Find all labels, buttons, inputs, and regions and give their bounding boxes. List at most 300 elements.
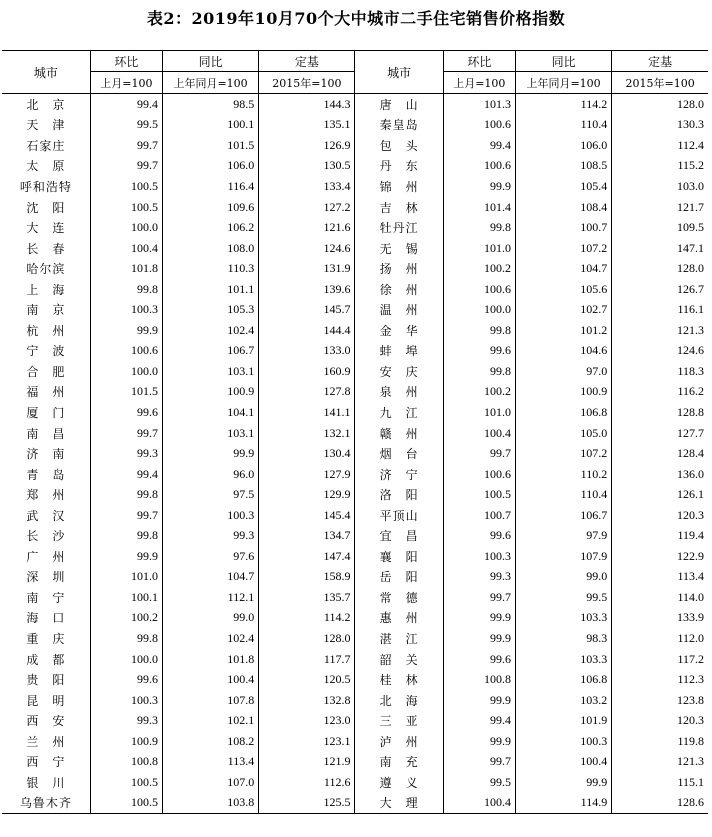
left-yoy-cell: 100.4 [162, 669, 258, 690]
left-mom-cell: 101.8 [90, 258, 162, 279]
left-city-cell: 合 肥 [26, 364, 66, 379]
table-row [2, 156, 708, 177]
right-mom-cell: 99.9 [443, 176, 515, 197]
table-row [2, 299, 708, 320]
right-yoy-cell: 110.4 [515, 484, 611, 505]
right-city-cell: 赣 州 [355, 423, 443, 444]
table-row [2, 176, 708, 197]
right-mom-cell: 100.7 [443, 505, 515, 526]
left-mom-cell: 101.5 [90, 382, 162, 403]
right-mom-cell: 99.4 [443, 135, 515, 156]
right-mom-cell: 100.3 [443, 546, 515, 567]
left-yoy-cell: 106.7 [162, 341, 258, 362]
right-base-cell: 109.5 [612, 217, 708, 238]
right-base-cell: 127.7 [612, 423, 708, 444]
right-base-cell: 126.1 [612, 484, 708, 505]
right-mom-cell: 99.9 [443, 628, 515, 649]
right-yoy-cell: 100.4 [515, 752, 611, 773]
right-yoy-cell: 110.4 [515, 115, 611, 136]
header-city-right: 城市 [355, 51, 443, 94]
right-yoy-cell: 100.9 [515, 382, 611, 403]
header-yoy-sub-right: 上年同月=100 [515, 72, 611, 94]
left-city-cell: 西 宁 [26, 755, 66, 770]
left-base-cell: 127.8 [259, 382, 355, 403]
right-yoy-cell: 98.3 [515, 628, 611, 649]
left-mom-cell: 100.5 [90, 772, 162, 793]
right-yoy-cell: 103.3 [515, 649, 611, 670]
left-city-cell: 兰 州 [26, 734, 66, 749]
left-base-cell: 112.6 [259, 772, 355, 793]
left-base-cell: 147.4 [259, 546, 355, 567]
right-base-cell: 119.8 [612, 731, 708, 752]
table-row [2, 94, 708, 115]
left-base-cell: 123.0 [259, 710, 355, 731]
left-mom-cell: 99.8 [90, 484, 162, 505]
right-base-cell: 126.7 [612, 279, 708, 300]
left-yoy-cell: 106.2 [162, 217, 258, 238]
left-base-cell: 127.2 [259, 197, 355, 218]
right-mom-cell: 99.9 [443, 608, 515, 629]
right-yoy-cell: 100.7 [515, 217, 611, 238]
right-mom-cell: 100.4 [443, 793, 515, 814]
right-base-cell: 147.1 [612, 238, 708, 259]
right-base-cell: 113.4 [612, 567, 708, 588]
right-base-cell: 136.0 [612, 464, 708, 485]
right-city-cell: 包 头 [355, 135, 443, 156]
left-yoy-cell: 105.3 [162, 299, 258, 320]
table-row [2, 505, 708, 526]
right-city-cell: 北 海 [355, 690, 443, 711]
left-base-cell: 135.1 [259, 115, 355, 136]
right-yoy-cell: 100.3 [515, 731, 611, 752]
left-mom-cell: 100.0 [90, 649, 162, 670]
left-yoy-cell: 103.8 [162, 793, 258, 814]
header-base-sub-left: 2015年=100 [259, 72, 355, 94]
left-base-cell: 129.9 [259, 484, 355, 505]
right-city-cell: 吉 林 [355, 197, 443, 218]
right-base-cell: 118.3 [612, 361, 708, 382]
left-base-cell: 132.1 [259, 423, 355, 444]
right-mom-cell: 99.7 [443, 752, 515, 773]
header-yoy-left: 同比 [162, 51, 258, 72]
right-city-cell: 三 亚 [355, 710, 443, 731]
left-yoy-cell: 101.8 [162, 649, 258, 670]
left-base-cell: 145.7 [259, 299, 355, 320]
left-yoy-cell: 100.9 [162, 382, 258, 403]
left-city-cell: 大 连 [26, 221, 66, 236]
left-mom-cell: 100.4 [90, 238, 162, 259]
right-mom-cell: 99.9 [443, 690, 515, 711]
left-mom-cell: 100.3 [90, 299, 162, 320]
table-row [2, 279, 708, 300]
table-row [2, 669, 708, 690]
right-mom-cell: 100.6 [443, 156, 515, 177]
left-city-cell: 深 圳 [26, 570, 66, 585]
left-mom-cell: 99.9 [90, 546, 162, 567]
left-mom-cell: 99.8 [90, 525, 162, 546]
right-base-cell: 130.3 [612, 115, 708, 136]
left-city-cell: 杭 州 [26, 323, 66, 338]
table-row [2, 402, 708, 423]
table-row [2, 587, 708, 608]
left-base-cell: 114.2 [259, 608, 355, 629]
left-base-cell: 130.4 [259, 443, 355, 464]
right-yoy-cell: 105.6 [515, 279, 611, 300]
header-base-sub-right: 2015年=100 [612, 72, 708, 94]
right-mom-cell: 99.6 [443, 525, 515, 546]
right-city-cell: 南 充 [355, 752, 443, 773]
right-yoy-cell: 114.9 [515, 793, 611, 814]
right-yoy-cell: 103.2 [515, 690, 611, 711]
table-row [2, 546, 708, 567]
right-mom-cell: 99.5 [443, 772, 515, 793]
right-base-cell: 119.4 [612, 525, 708, 546]
left-base-cell: 141.1 [259, 402, 355, 423]
right-city-cell: 泸 州 [355, 731, 443, 752]
left-city-cell: 南 昌 [26, 426, 66, 441]
right-city-cell: 九 江 [355, 402, 443, 423]
table-row [2, 361, 708, 382]
right-city-cell: 惠 州 [355, 608, 443, 629]
right-city-cell: 韶 关 [355, 649, 443, 670]
left-base-cell: 134.7 [259, 525, 355, 546]
left-base-cell: 117.7 [259, 649, 355, 670]
right-base-cell: 117.2 [612, 649, 708, 670]
right-yoy-cell: 106.7 [515, 505, 611, 526]
right-base-cell: 112.3 [612, 669, 708, 690]
left-city-cell: 青 岛 [26, 467, 66, 482]
right-city-cell: 无 锡 [355, 238, 443, 259]
left-yoy-cell: 97.5 [162, 484, 258, 505]
left-yoy-cell: 108.2 [162, 731, 258, 752]
right-mom-cell: 99.6 [443, 341, 515, 362]
left-city-cell: 乌鲁木齐 [2, 793, 90, 814]
right-mom-cell: 100.8 [443, 669, 515, 690]
right-yoy-cell: 106.8 [515, 669, 611, 690]
right-yoy-cell: 105.0 [515, 423, 611, 444]
table-row [2, 690, 708, 711]
left-city-cell: 太 原 [26, 159, 66, 174]
left-mom-cell: 99.3 [90, 443, 162, 464]
right-base-cell: 112.0 [612, 628, 708, 649]
table-row [2, 135, 708, 156]
left-yoy-cell: 102.1 [162, 710, 258, 731]
table-row [2, 217, 708, 238]
left-city-cell: 天 津 [26, 118, 66, 133]
right-base-cell: 114.0 [612, 587, 708, 608]
right-base-cell: 133.9 [612, 608, 708, 629]
left-city-cell: 海 口 [26, 611, 66, 626]
left-city-cell: 贵 阳 [26, 673, 66, 688]
left-yoy-cell: 110.3 [162, 258, 258, 279]
left-mom-cell: 99.7 [90, 505, 162, 526]
header-mom-sub-right: 上月=100 [443, 72, 515, 94]
left-mom-cell: 100.5 [90, 176, 162, 197]
left-city-cell: 南 宁 [26, 590, 66, 605]
left-yoy-cell: 99.0 [162, 608, 258, 629]
left-yoy-cell: 107.8 [162, 690, 258, 711]
table-row [2, 752, 708, 773]
left-base-cell: 139.6 [259, 279, 355, 300]
left-yoy-cell: 112.1 [162, 587, 258, 608]
right-city-cell: 锦 州 [355, 176, 443, 197]
right-yoy-cell: 97.0 [515, 361, 611, 382]
right-yoy-cell: 106.8 [515, 402, 611, 423]
left-yoy-cell: 101.1 [162, 279, 258, 300]
left-base-cell: 145.4 [259, 505, 355, 526]
left-base-cell: 130.5 [259, 156, 355, 177]
right-base-cell: 122.9 [612, 546, 708, 567]
left-base-cell: 121.6 [259, 217, 355, 238]
left-base-cell: 123.1 [259, 731, 355, 752]
right-mom-cell: 99.8 [443, 320, 515, 341]
left-city-cell: 长 春 [26, 241, 66, 256]
right-city-cell: 温 州 [355, 299, 443, 320]
left-yoy-cell: 107.0 [162, 772, 258, 793]
right-base-cell: 115.2 [612, 156, 708, 177]
right-yoy-cell: 99.0 [515, 567, 611, 588]
right-city-cell: 遵 义 [355, 772, 443, 793]
table-row [2, 320, 708, 341]
right-yoy-cell: 102.7 [515, 299, 611, 320]
left-city-cell: 昆 明 [26, 693, 66, 708]
right-base-cell: 121.3 [612, 752, 708, 773]
right-city-cell: 徐 州 [355, 279, 443, 300]
right-base-cell: 112.4 [612, 135, 708, 156]
left-mom-cell: 99.5 [90, 115, 162, 136]
header-mom-right: 环比 [443, 51, 515, 72]
right-mom-cell: 101.0 [443, 402, 515, 423]
left-city-cell: 石家庄 [26, 138, 66, 153]
right-yoy-cell: 108.5 [515, 156, 611, 177]
right-yoy-cell: 108.4 [515, 197, 611, 218]
header-base-left: 定基 [259, 51, 355, 72]
table-row [2, 115, 708, 136]
right-base-cell: 123.8 [612, 690, 708, 711]
left-yoy-cell: 116.4 [162, 176, 258, 197]
left-city-cell: 成 都 [26, 652, 66, 667]
table-row [2, 608, 708, 629]
left-city-cell: 重 庆 [26, 631, 66, 646]
left-yoy-cell: 99.3 [162, 525, 258, 546]
table-body [2, 94, 708, 814]
right-yoy-cell: 99.5 [515, 587, 611, 608]
left-base-cell: 128.0 [259, 628, 355, 649]
right-city-cell: 襄 阳 [355, 546, 443, 567]
right-yoy-cell: 110.2 [515, 464, 611, 485]
right-mom-cell: 99.3 [443, 567, 515, 588]
right-base-cell: 121.3 [612, 320, 708, 341]
right-city-cell: 丹 东 [355, 156, 443, 177]
table-row [2, 772, 708, 793]
left-mom-cell: 100.8 [90, 752, 162, 773]
right-mom-cell: 99.7 [443, 443, 515, 464]
table-row [2, 341, 708, 362]
header-yoy-right: 同比 [515, 51, 611, 72]
right-yoy-cell: 103.3 [515, 608, 611, 629]
left-mom-cell: 100.9 [90, 731, 162, 752]
right-base-cell: 103.0 [612, 176, 708, 197]
right-base-cell: 128.4 [612, 443, 708, 464]
right-city-cell: 湛 江 [355, 628, 443, 649]
right-base-cell: 128.0 [612, 258, 708, 279]
left-mom-cell: 99.9 [90, 320, 162, 341]
left-yoy-cell: 102.4 [162, 320, 258, 341]
left-city-cell: 西 安 [26, 714, 66, 729]
left-yoy-cell: 106.0 [162, 156, 258, 177]
left-base-cell: 124.6 [259, 238, 355, 259]
left-yoy-cell: 98.5 [162, 94, 258, 115]
right-mom-cell: 99.4 [443, 710, 515, 731]
header-mom-sub-left: 上月=100 [90, 72, 162, 94]
right-base-cell: 120.3 [612, 505, 708, 526]
right-yoy-cell: 104.7 [515, 258, 611, 279]
left-city-cell: 呼和浩特 [19, 179, 72, 194]
left-base-cell: 144.3 [259, 94, 355, 115]
left-mom-cell: 101.0 [90, 567, 162, 588]
right-city-cell: 常 德 [355, 587, 443, 608]
left-base-cell: 125.5 [259, 793, 355, 814]
left-base-cell: 158.9 [259, 567, 355, 588]
right-yoy-cell: 107.9 [515, 546, 611, 567]
left-base-cell: 131.9 [259, 258, 355, 279]
left-mom-cell: 100.2 [90, 608, 162, 629]
right-city-cell: 扬 州 [355, 258, 443, 279]
left-base-cell: 160.9 [259, 361, 355, 382]
right-mom-cell: 100.0 [443, 299, 515, 320]
right-city-cell: 秦皇岛 [355, 115, 443, 136]
left-city-cell: 银 川 [26, 775, 66, 790]
header-yoy-sub-left: 上年同月=100 [162, 72, 258, 94]
right-city-cell: 平顶山 [355, 505, 443, 526]
left-city-cell: 哈尔滨 [26, 262, 66, 277]
right-base-cell: 128.0 [612, 94, 708, 115]
right-mom-cell: 100.4 [443, 423, 515, 444]
right-mom-cell: 100.2 [443, 382, 515, 403]
right-yoy-cell: 105.4 [515, 176, 611, 197]
left-city-cell: 北 京 [26, 97, 66, 112]
left-yoy-cell: 109.6 [162, 197, 258, 218]
left-yoy-cell: 104.7 [162, 567, 258, 588]
left-base-cell: 133.0 [259, 341, 355, 362]
left-base-cell: 132.8 [259, 690, 355, 711]
left-yoy-cell: 108.0 [162, 238, 258, 259]
table-row [2, 197, 708, 218]
left-city-cell: 福 州 [26, 385, 66, 400]
right-yoy-cell: 101.9 [515, 710, 611, 731]
table-row [2, 238, 708, 259]
left-mom-cell: 99.6 [90, 669, 162, 690]
left-city-cell: 武 汉 [26, 508, 66, 523]
right-city-cell: 烟 台 [355, 443, 443, 464]
left-yoy-cell: 99.9 [162, 443, 258, 464]
table-row [2, 649, 708, 670]
left-base-cell: 121.9 [259, 752, 355, 773]
right-city-cell: 大 理 [355, 793, 443, 814]
table-row [2, 525, 708, 546]
right-base-cell: 128.6 [612, 793, 708, 814]
table-row [2, 258, 708, 279]
left-mom-cell: 100.3 [90, 690, 162, 711]
right-city-cell: 牡丹江 [355, 217, 443, 238]
right-mom-cell: 99.8 [443, 217, 515, 238]
table-row [2, 423, 708, 444]
header-city-left: 城市 [2, 51, 90, 94]
right-city-cell: 桂 林 [355, 669, 443, 690]
left-mom-cell: 99.3 [90, 710, 162, 731]
left-city-cell: 长 沙 [26, 529, 66, 544]
left-city-cell: 上 海 [26, 282, 66, 297]
left-yoy-cell: 101.5 [162, 135, 258, 156]
left-yoy-cell: 103.1 [162, 423, 258, 444]
right-base-cell: 115.1 [612, 772, 708, 793]
left-yoy-cell: 100.3 [162, 505, 258, 526]
table-title: 表2：2019年10月70个大中城市二手住宅销售价格指数 [146, 9, 566, 28]
right-mom-cell: 100.6 [443, 279, 515, 300]
right-mom-cell: 99.8 [443, 361, 515, 382]
left-city-cell: 沈 阳 [26, 200, 66, 215]
left-yoy-cell: 103.1 [162, 361, 258, 382]
right-mom-cell: 99.6 [443, 649, 515, 670]
right-base-cell: 124.6 [612, 341, 708, 362]
right-yoy-cell: 107.2 [515, 238, 611, 259]
right-yoy-cell: 107.2 [515, 443, 611, 464]
right-yoy-cell: 106.0 [515, 135, 611, 156]
right-city-cell: 唐 山 [355, 94, 443, 115]
left-mom-cell: 100.0 [90, 361, 162, 382]
table-row [2, 731, 708, 752]
left-mom-cell: 100.1 [90, 587, 162, 608]
right-mom-cell: 101.0 [443, 238, 515, 259]
left-mom-cell: 99.7 [90, 423, 162, 444]
left-base-cell: 126.9 [259, 135, 355, 156]
right-mom-cell: 100.6 [443, 115, 515, 136]
table-row [2, 484, 708, 505]
left-mom-cell: 99.4 [90, 464, 162, 485]
left-base-cell: 144.4 [259, 320, 355, 341]
right-mom-cell: 101.3 [443, 94, 515, 115]
right-yoy-cell: 99.9 [515, 772, 611, 793]
table-row [2, 793, 708, 814]
left-city-cell: 宁 波 [26, 344, 66, 359]
left-mom-cell: 99.6 [90, 402, 162, 423]
right-base-cell: 121.7 [612, 197, 708, 218]
right-mom-cell: 100.2 [443, 258, 515, 279]
left-city-cell: 济 南 [26, 447, 66, 462]
left-city-cell: 广 州 [26, 549, 66, 564]
left-base-cell: 120.5 [259, 669, 355, 690]
right-base-cell: 120.3 [612, 710, 708, 731]
right-city-cell: 安 庆 [355, 361, 443, 382]
left-yoy-cell: 96.0 [162, 464, 258, 485]
table-row [2, 464, 708, 485]
right-mom-cell: 100.6 [443, 464, 515, 485]
right-yoy-cell: 101.2 [515, 320, 611, 341]
right-yoy-cell: 97.9 [515, 525, 611, 546]
left-yoy-cell: 100.1 [162, 115, 258, 136]
left-mom-cell: 99.7 [90, 156, 162, 177]
table-row [2, 382, 708, 403]
right-city-cell: 泉 州 [355, 382, 443, 403]
left-mom-cell: 99.4 [90, 94, 162, 115]
table-row [2, 710, 708, 731]
left-mom-cell: 100.5 [90, 793, 162, 814]
left-yoy-cell: 102.4 [162, 628, 258, 649]
right-yoy-cell: 114.2 [515, 94, 611, 115]
table-row [2, 443, 708, 464]
right-city-cell: 济 宁 [355, 464, 443, 485]
left-mom-cell: 100.0 [90, 217, 162, 238]
